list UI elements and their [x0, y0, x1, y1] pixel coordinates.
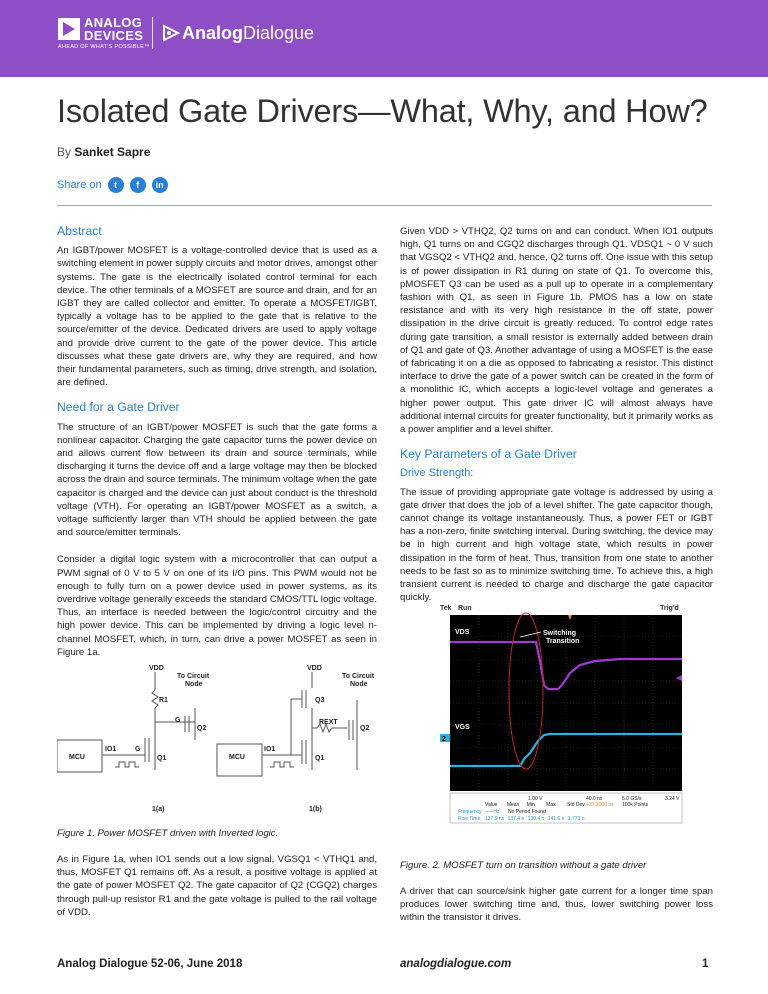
ch1-scale: 1.00 V — [528, 796, 543, 802]
q2-label-a: Q2 — [197, 725, 207, 732]
q2-gate-a: G — [175, 717, 181, 724]
node-a: Node — [185, 681, 203, 688]
frequency-label: Frequency — [458, 809, 482, 815]
left-bottom-text: As in Figure 1a, when IO1 sends out a low signal, VGSQ1 < VTHQ1 and, thus, MOSFET Q1 remains off. As a result, a positive voltage is applied at the gate of power MOSFET Q2. The gate capacitor of Q2 (CGQ2) charges through pull-up resistor R1 and the gate voltage is pulled to the rail voltage of VDD. — [57, 854, 377, 918]
rise-time-values: 137.9 ns 137.4 n 130.4 n 141.6 n 1.773 n — [485, 816, 585, 822]
time-scale: 40.0 ns — [586, 796, 603, 802]
right-bottom-text: A driver that can source/sink higher gate current for a longer time span produces lower switching time and, thus, lower switching power loss within the transistor it drives. — [400, 886, 713, 924]
scope-tek: Tek — [440, 605, 452, 612]
figure-2-scope — [440, 601, 698, 829]
vgs-label: VGS — [455, 724, 470, 731]
q3-label: Q3 — [315, 697, 325, 704]
linkedin-icon[interactable]: in — [152, 177, 168, 193]
scope-run: Run — [458, 605, 472, 612]
drive-strength-text: The issue of providing appropriate gate voltage is addressed by using a gate driver that does the job of a level shifter. The gate capacitor though, cannot change its voltage instantaneously. Thus, a power FET or IGBT has a non-zero, finite switching interval. During switching, the device may be in high current and high voltage state, which results in power dissipation in the form of heat. Thus, transition from one state to another needs to be fast so as to minimize switching time. To achieve this, a high transient current is needed to charge and discharge the gate capacitor quickly. — [400, 486, 713, 604]
analog-devices-logo-icon — [58, 18, 80, 40]
mcu-label-b: MCU — [229, 754, 245, 761]
drive-strength-heading: Drive Strength: — [400, 467, 474, 480]
author-name[interactable]: Sanket Sapre — [74, 145, 151, 159]
key-params-heading: Key Parameters of a Gate Driver — [400, 447, 577, 462]
vdd-label-b: VDD — [307, 665, 322, 672]
right-top-text: Given VDD > VTHQ2, Q2 turns on and can conduct. When IO1 outputs high, Q1 turns on and CGQ2 discharges through Q1. VDSQ1 ~ 0 V such that VGSQ2 < VTHQ2 and, hence, Q2 turns off. One issue with this setup is of power dissipation in R1 during on state of Q1. To overcome this, pMOSFET Q3 can be used as a pull up to operate in a complementary fashion with Q1, as seen in Figure 1b. PMOS has a low on state resistance and with its very high resistance in the off state, power dissipation in the drive circuit is greatly reduced. To control edge rates during gate transition, a small resistor is externally added between drain of Q1 and gate of Q3. Another advantage of using a MOSFET is the ease of fabricating it on a die as opposed to fabricating a resistor. This distinct interface to drive the gate of a power switch can be created in the form of a monolithic IC, which accepts a logic-level voltage and generates a higher power output. This gate driver IC will almost always have additional internal circuits for greater functionality, but it primarily works as a power amplifier and a level shifter. — [400, 226, 713, 436]
need-heading: Need for a Gate Driver — [57, 400, 180, 415]
header-banner — [0, 0, 768, 77]
need-paragraph-2: Consider a digital logic system with a microcontroller that can output a PWM signal of 0 V to 5 V on one of its I/O pins. This PWM would not be enough to fully turn on a power device used in power systems, as its overdrive voltage generally exceeds the standard CMOS/TTL logic voltage. Thus, an interface is needed between the logic/control circuitry and the high power device. This can be implemented by driving a logic level n-channel MOSFET, which, in turn, can drive a power MOSFET as seen in Figure 1a. — [57, 554, 377, 658]
figure-1-caption: Figure 1. Power MOSFET driven with Inverted logic. — [57, 828, 279, 839]
right-column — [400, 225, 713, 614]
q1-label-a: Q1 — [157, 755, 167, 762]
vdd-label-a: VDD — [149, 665, 164, 672]
q2-label-b: Q2 — [360, 725, 370, 732]
share-bar — [57, 177, 168, 193]
facebook-icon[interactable]: f — [130, 177, 146, 193]
abstract-heading: Abstract — [57, 224, 102, 238]
r1-label: R1 — [159, 697, 168, 704]
logo-text: ANALOG DEVICES — [84, 15, 144, 43]
twitter-icon[interactable]: t — [108, 177, 124, 193]
banner-divider — [152, 17, 153, 49]
footer-website[interactable]: analogdialogue.com — [400, 958, 512, 970]
scope-trigd: Trig'd — [660, 605, 679, 612]
need-paragraph-1: The structure of an IGBT/power MOSFET is such that the gate forms a nonlinear capacitor. Charging the gate capacitor turns the power device on and allows current flow between its drain and source terminals, while discharging it turns the device off and a large voltage may then be blocked across the drain and source terminals. The minimum voltage when the gate capacitor is charged and the device can just about conduct is the threshold voltage (VTH). For operating an IGBT/power MOSFET as a switch, a voltage sufficiently larger than VTH should be applied between the gate and source/emitter terminals. — [57, 421, 377, 539]
frequency-note: No Period Found — [508, 809, 546, 815]
title-divider — [57, 205, 712, 206]
figure-1b-label: 1(b) — [309, 806, 322, 813]
analog-dialogue-logo-icon — [162, 24, 180, 42]
page-number: 1 — [702, 958, 709, 970]
transition-label: Transition — [546, 638, 580, 645]
left-column — [57, 225, 377, 669]
share-label: Share on — [57, 179, 102, 191]
vds-label: VDS — [455, 629, 470, 636]
mcu-label-a: MCU — [69, 754, 85, 761]
logo-tagline: AHEAD OF WHAT'S POSSIBLE™ — [58, 44, 150, 50]
to-circuit-a: To Circuit — [177, 673, 210, 680]
switching-label: Switching — [543, 630, 577, 637]
abstract-text: An IGBT/power MOSFET is a voltage-controlled device that is used as a switching element in power supply circuits and motor drives, amongst other systems. The gate is the electrically isolated control terminal for each device. The other terminals of a MOSFET are source and drain, and for an IGBT they are called collector and emitter. To operate a MOSFET/IGBT, typically a voltage has to be applied to the gate that is relative to the source/emitter of the device. Dedicated drivers are used to apply voltage and provide drive current to the gate of the power device. This article discusses what these gate drivers are, why they are required, and how their fundamental parameters, such as timing, drive strength, and isolation, are defined. — [57, 245, 377, 389]
trigger-level: 3.24 V — [665, 796, 680, 802]
brand-name[interactable]: AnalogDialogue — [182, 23, 315, 43]
rext-label: REXT — [319, 719, 338, 726]
q1-label-b: Q1 — [315, 755, 325, 762]
frequency-value: -----Hz — [485, 809, 500, 815]
figure-1a-label: 1(a) — [152, 806, 165, 813]
rise-time-label: Rise Time — [458, 816, 481, 822]
stats-header: Value Mean Min Max Std Dev — [485, 802, 585, 808]
footer-issue: Analog Dialogue 52-06, June 2018 — [57, 958, 243, 970]
io1-label-a: IO1 — [105, 746, 117, 753]
sample-rate: 5.0 GS/s — [622, 796, 642, 802]
time-offset: +27.2000 ns — [586, 802, 614, 808]
points: 100k Points — [622, 802, 649, 808]
io1-label-b: IO1 — [264, 746, 276, 753]
q1-gate-a: G — [135, 746, 141, 753]
article-title: Isolated Gate Drivers—What, Why, and How? — [57, 93, 708, 129]
figure-1-schematic — [57, 660, 382, 825]
to-circuit-b: To Circuit — [342, 673, 375, 680]
figure-2-caption: Figure. 2. MOSFET turn on transition without a gate driver — [400, 860, 647, 871]
node-b: Node — [350, 681, 368, 688]
channel-2-marker: 2 — [442, 736, 446, 743]
byline: By Sanket Sapre — [57, 145, 151, 159]
